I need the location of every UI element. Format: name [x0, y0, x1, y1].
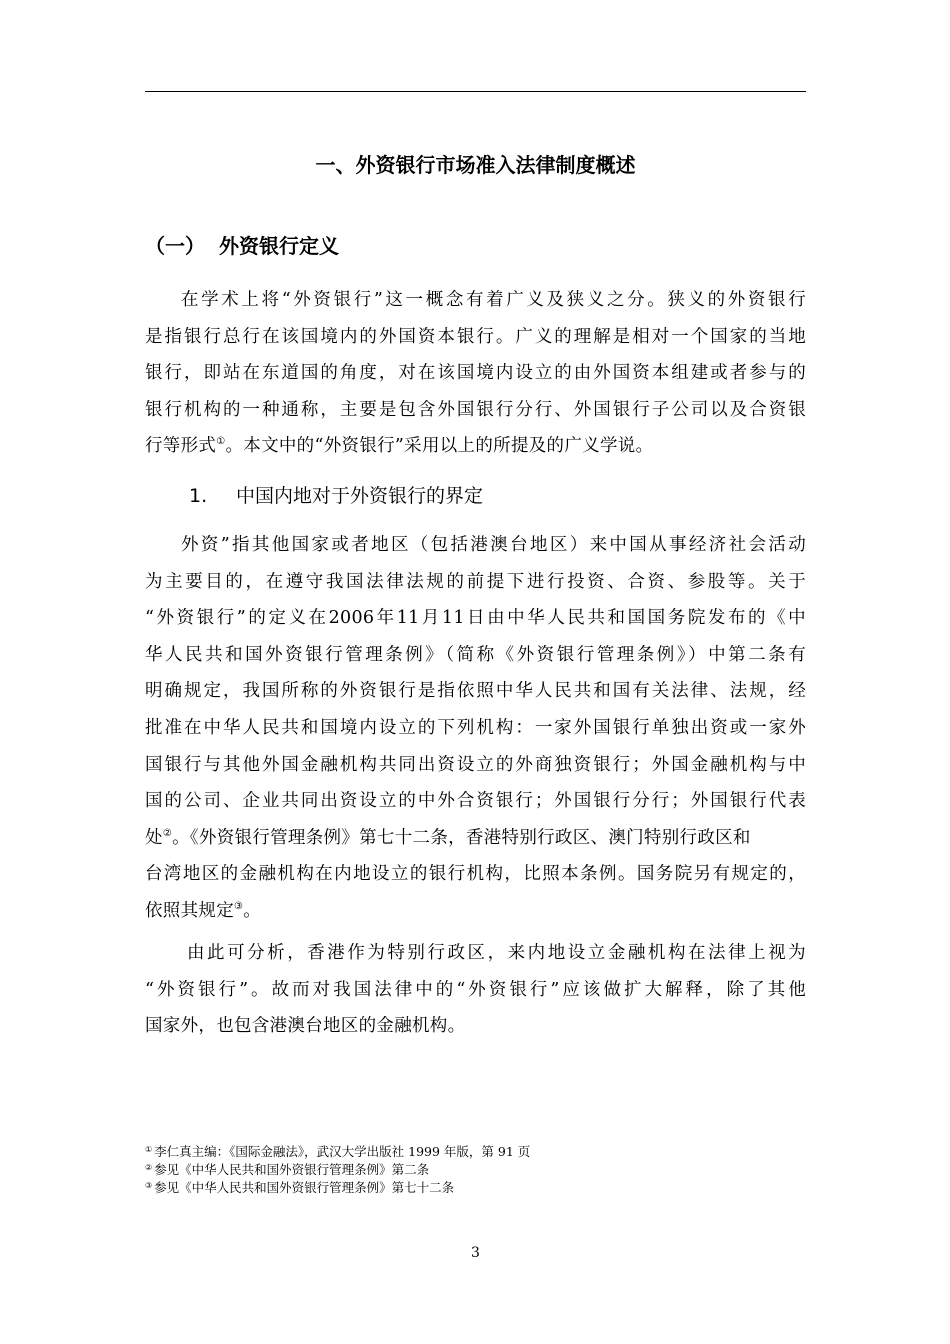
- footnote-2: [145, 1161, 806, 1179]
- paragraph-mainland-definition: [145, 527, 806, 930]
- paragraph-line: 华人民共和国外资银行管理条例》（简称《外资银行管理条例》）中第二条有: [145, 644, 806, 665]
- header-rule: [145, 91, 806, 92]
- footnote-3: [145, 1179, 806, 1197]
- paragraph-line: “外资银行”的定义在2006年11月11日由中华人民共和国国务院发布的《中: [145, 608, 806, 629]
- footnote-ref-1[interactable]: ①: [216, 436, 226, 448]
- subsection-title: 中国内地对于外资银行的界定: [236, 485, 484, 507]
- footnote-ref-3[interactable]: ③: [234, 900, 244, 912]
- paragraph-line: 国的公司、企业共同出资设立的中外合资银行；外国银行分行；外国银行代表: [145, 791, 806, 812]
- paragraph-line: 为主要目的，在遵守我国法律法规的前提下进行投资、合资、参股等。关于: [145, 571, 806, 592]
- text-run: 行等形式: [145, 436, 217, 457]
- footnote-marker: ③: [145, 1181, 153, 1190]
- paragraph-line: 国银行与其他外国金融机构共同出资设立的外商独资银行；外国金融机构与中: [145, 754, 806, 775]
- paragraph-line: [145, 428, 806, 465]
- chapter-title: 一、外资银行市场准入法律制度概述: [315, 153, 636, 177]
- footnote-text: 参见《中华人民共和国外资银行管理条例》第二条: [154, 1162, 430, 1177]
- paragraph-line: 批准在中华人民共和国境内设立的下列机构：一家外国银行单独出资或一家外: [145, 717, 806, 738]
- paragraph-line: 银行，即站在东道国的角度，对在该国境内设立的由外国资本组建或者参与的: [145, 363, 806, 384]
- paragraph-line: [145, 820, 806, 857]
- footnote-ref-2[interactable]: ②: [162, 827, 173, 839]
- footnote-marker: ②: [145, 1163, 153, 1172]
- text-run: 依照其规定: [145, 900, 234, 921]
- paragraph-hongkong-analysis: [145, 935, 806, 1045]
- paragraph-line: 明确规定，我国所称的外资银行是指依照中华人民共和国有关法律、法规，经: [145, 681, 806, 702]
- subsection-number: 1.: [189, 485, 208, 507]
- paragraph-line: 外资”指其他国家或者地区（包括港澳台地区）来中国从事经济社会活动: [181, 535, 806, 555]
- paragraph-line: [145, 893, 806, 930]
- paragraph-line: 是指银行总行在该国境内的外国资本银行。广义的理解是相对一个国家的当地: [145, 326, 806, 347]
- footnotes: [145, 1143, 806, 1197]
- paragraph-line: “外资银行”。故而对我国法律中的“外资银行”应该做扩大解释，除了其他: [145, 979, 806, 1000]
- page-number: 3: [471, 1245, 480, 1261]
- paragraph-definition: [145, 282, 806, 465]
- text-run: 处: [145, 827, 163, 848]
- section-number: （一）: [145, 234, 205, 258]
- paragraph-line: 由此可分析，香港作为特别行政区，来内地设立金融机构在法律上视为: [187, 943, 806, 963]
- paragraph-line: 国家外，也包含港澳台地区的金融机构。: [145, 1016, 466, 1037]
- paragraph-line: 银行机构的一种通称，主要是包含外国银行分行、外国银行子公司以及合资银: [145, 399, 806, 420]
- section-title: 外资银行定义: [219, 234, 339, 258]
- footnote-text: 李仁真主编：《国际金融法》，武汉大学出版社 1999 年版，第 91 页: [154, 1144, 531, 1159]
- footnote-text: 参见《中华人民共和国外资银行管理条例》第七十二条: [154, 1180, 455, 1195]
- text-run: 。: [243, 900, 262, 921]
- text-run: 。《外资银行管理条例》第七十二条，香港特别行政区、澳门特别行政区和: [172, 827, 751, 848]
- paragraph-line: 台湾地区的金融机构在内地设立的银行机构，比照本条例。国务院另有规定的，: [145, 864, 806, 885]
- subsection-heading: [189, 481, 483, 511]
- paragraph-line: 在学术上将“外资银行”这一概念有着广义及狭义之分。狭义的外资银行: [181, 290, 806, 310]
- section-heading: [145, 230, 339, 262]
- footnote-1: [145, 1143, 806, 1161]
- text-run: 。本文中的“外资银行”采用以上的所提及的广义学说。: [225, 436, 654, 457]
- footnote-marker: ①: [145, 1145, 153, 1154]
